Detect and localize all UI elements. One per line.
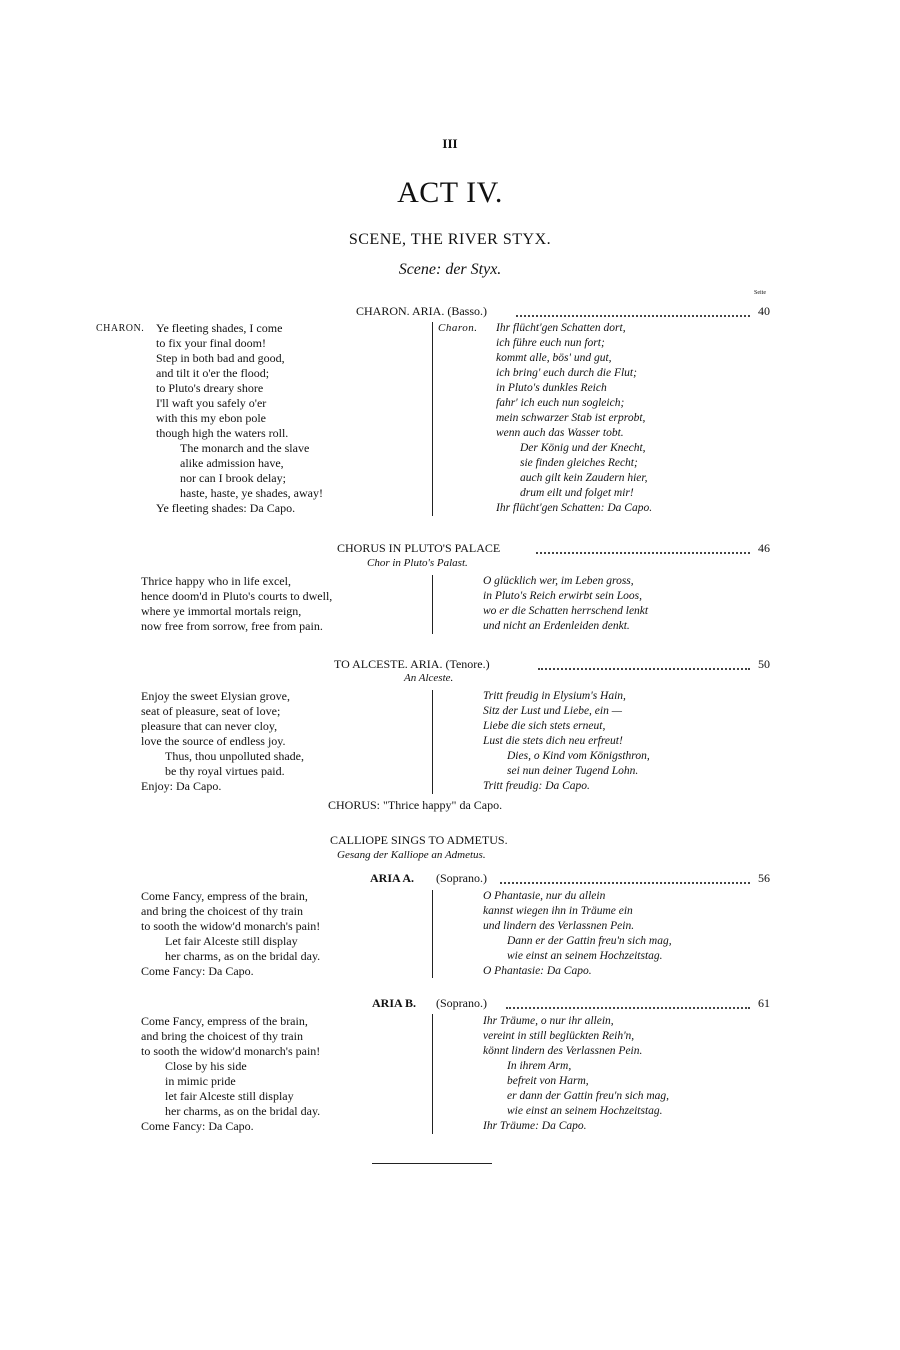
- verse-line: Ihr flücht'gen Schatten: Da Capo.: [496, 502, 653, 514]
- verse-line: haste, haste, ye shades, away!: [180, 486, 323, 500]
- aria-a-english-text: [141, 889, 320, 979]
- verse-line: be thy royal virtues paid.: [165, 764, 285, 778]
- verse-line: vereint in still beglückten Reih'n,: [483, 1030, 635, 1042]
- verse-line: to fix your final doom!: [156, 336, 266, 350]
- verse-line: Sitz der Lust und Liebe, ein —: [483, 705, 622, 717]
- verse-line: wo er die Schatten herrschend lenkt: [483, 605, 649, 617]
- verse-line: er dann der Gattin freu'n sich mag,: [507, 1090, 670, 1102]
- verse-line: her charms, as on the bridal day.: [165, 949, 321, 963]
- charon-leader-dots: [516, 315, 750, 317]
- column-divider: [432, 322, 433, 516]
- charon-german-text: [496, 321, 652, 516]
- verse-line: Enjoy: Da Capo.: [141, 779, 222, 793]
- verse-line: O Phantasie, nur du allein: [483, 890, 606, 902]
- verse-line: Step in both bad and good,: [156, 351, 285, 365]
- column-divider: [432, 690, 433, 794]
- column-divider: [432, 1014, 433, 1134]
- verse-line: auch gilt kein Zaudern hier,: [520, 472, 648, 484]
- alceste-page-ref: 50: [758, 657, 770, 671]
- aria-a-german-text: [483, 889, 672, 979]
- verse-line: mein schwarzer Stab ist erprobt,: [496, 412, 646, 424]
- verse-line: Ihr Träume, o nur ihr allein,: [483, 1015, 614, 1027]
- verse-line: Come Fancy: Da Capo.: [141, 964, 254, 978]
- verse-line: sei nun deiner Tugend Lohn.: [507, 765, 639, 777]
- verse-line: to sooth the widow'd monarch's pain!: [141, 1044, 321, 1058]
- verse-line: Dann er der Gattin freu'n sich mag,: [507, 935, 672, 947]
- verse-line: Ihr flücht'gen Schatten dort,: [496, 322, 626, 334]
- verse-line: The monarch and the slave: [180, 441, 310, 455]
- verse-line: in Pluto's Reich erwirbt sein Loos,: [483, 590, 642, 602]
- aria-b-voice: (Soprano.): [436, 996, 487, 1010]
- charon-english-text: [156, 321, 323, 516]
- verse-line: love the source of endless joy.: [141, 734, 286, 748]
- verse-line: I'll waft you safely o'er: [156, 396, 267, 410]
- chorus-subtitle: Chor in Pluto's Palast.: [367, 557, 468, 569]
- page-number: III: [442, 136, 458, 151]
- verse-line: and tilt it o'er the flood;: [156, 366, 270, 380]
- verse-line: seat of pleasure, seat of love;: [141, 704, 281, 718]
- verse-line: Enjoy the sweet Elysian grove,: [141, 689, 290, 703]
- verse-line: und lindern des Verlassnen Pein.: [483, 920, 635, 932]
- verse-line: kannst wiegen ihn in Träume ein: [483, 905, 633, 917]
- act-title: ACT IV.: [397, 176, 503, 209]
- verse-line: Tritt freudig: Da Capo.: [483, 780, 590, 792]
- alceste-leader-dots: [538, 668, 750, 670]
- scene-title-german: Scene: der Styx.: [398, 261, 502, 278]
- verse-line: Dies, o Kind vom Königsthron,: [507, 750, 650, 762]
- verse-line: and bring the choicest of thy train: [141, 904, 303, 918]
- aria-a-voice: (Soprano.): [436, 871, 487, 885]
- charon-aria-header: CHARON. ARIA. (Basso.): [356, 304, 488, 318]
- column-divider: [432, 890, 433, 978]
- verse-line: Come Fancy, empress of the brain,: [141, 889, 308, 903]
- charon-speaker-de: Charon.: [438, 322, 478, 334]
- verse-line: In ihrem Arm,: [507, 1060, 572, 1072]
- chorus-german-text: [483, 574, 648, 634]
- verse-line: ich führe euch nun fort;: [496, 337, 605, 349]
- aria-b-page-ref: 61: [758, 996, 770, 1010]
- scene-title-english: SCENE, THE RIVER STYX.: [348, 231, 552, 248]
- aria-b-label: ARIA B.: [372, 996, 417, 1010]
- verse-line: Ye fleeting shades: Da Capo.: [156, 501, 296, 515]
- aria-a-page-ref: 56: [758, 871, 770, 885]
- verse-line: wie einst an seinem Hochzeitstag.: [507, 1105, 663, 1117]
- charon-speaker-en: CHARON.: [96, 323, 145, 334]
- calliope-title: CALLIOPE SINGS TO ADMETUS.: [330, 833, 508, 847]
- verse-line: Ye fleeting shades, I come: [156, 321, 283, 335]
- chorus-da-capo-line: CHORUS: "Thrice happy" da Capo.: [328, 798, 503, 812]
- aria-b-english-text: [141, 1014, 320, 1134]
- verse-line: and bring the choicest of thy train: [141, 1029, 303, 1043]
- chorus-english-text: [141, 574, 332, 634]
- verse-line: to sooth the widow'd monarch's pain!: [141, 919, 321, 933]
- alceste-subtitle: An Alceste.: [404, 672, 454, 684]
- aria-b-leader-dots: [506, 1007, 750, 1009]
- verse-line: und nicht an Erdenleiden denkt.: [483, 620, 630, 632]
- closing-rule: [372, 1163, 492, 1164]
- chorus-leader-dots: [536, 552, 750, 554]
- verse-line: wie einst an seinem Hochzeitstag.: [507, 950, 663, 962]
- aria-b-german-text: [483, 1014, 669, 1134]
- verse-line: befreit von Harm,: [507, 1075, 589, 1087]
- verse-line: sie finden gleiches Recht;: [520, 457, 638, 469]
- seite-label: Seite: [754, 290, 766, 296]
- verse-line: O glücklich wer, im Leben gross,: [483, 575, 634, 587]
- verse-line: hence doom'd in Pluto's courts to dwell,: [141, 589, 333, 603]
- alceste-german-text: [483, 689, 650, 794]
- verse-line: let fair Alceste still display: [165, 1089, 294, 1103]
- verse-line: now free from sorrow, free from pain.: [141, 619, 323, 633]
- verse-line: with this my ebon pole: [156, 411, 266, 425]
- verse-line: alike admission have,: [180, 456, 284, 470]
- verse-line: in mimic pride: [165, 1074, 236, 1088]
- verse-line: ich bring' euch durch die Flut;: [496, 367, 637, 379]
- verse-line: Liebe die sich stets erneut,: [483, 720, 606, 732]
- verse-line: kommt alle, bös' und gut,: [496, 352, 612, 364]
- verse-line: könnt lindern des Verlassnen Pein.: [483, 1045, 643, 1057]
- verse-line: in Pluto's dunkles Reich: [496, 382, 607, 394]
- verse-line: Let fair Alceste still display: [165, 934, 298, 948]
- verse-line: though high the waters roll.: [156, 426, 289, 440]
- verse-line: drum eilt und folget mir!: [520, 487, 634, 499]
- verse-line: Ihr Träume: Da Capo.: [483, 1120, 587, 1132]
- chorus-page-ref: 46: [758, 541, 770, 555]
- verse-line: Lust die stets dich neu erfreut!: [483, 735, 623, 747]
- calliope-subtitle: Gesang der Kalliope an Admetus.: [337, 849, 486, 861]
- verse-line: Der König und der Knecht,: [520, 442, 646, 454]
- verse-line: Thus, thou unpolluted shade,: [165, 749, 304, 763]
- verse-line: to Pluto's dreary shore: [156, 381, 264, 395]
- aria-a-label: ARIA A.: [370, 871, 415, 885]
- verse-line: fahr' ich euch nun sogleich;: [496, 397, 625, 409]
- alceste-aria-header: TO ALCESTE. ARIA. (Tenore.): [334, 657, 490, 671]
- verse-line: Tritt freudig in Elysium's Hain,: [483, 690, 626, 702]
- aria-a-leader-dots: [500, 882, 750, 884]
- chorus-header: CHORUS IN PLUTO'S PALACE: [337, 541, 501, 555]
- charon-page-ref: 40: [758, 304, 770, 318]
- verse-line: pleasure that can never cloy,: [141, 719, 278, 733]
- verse-line: O Phantasie: Da Capo.: [483, 965, 592, 977]
- column-divider: [432, 575, 433, 634]
- verse-line: Thrice happy who in life excel,: [141, 574, 291, 588]
- verse-line: Close by his side: [165, 1059, 247, 1073]
- verse-line: nor can I brook delay;: [180, 471, 286, 485]
- verse-line: her charms, as on the bridal day.: [165, 1104, 321, 1118]
- alceste-english-text: [141, 689, 304, 794]
- verse-line: Come Fancy: Da Capo.: [141, 1119, 254, 1133]
- verse-line: wenn auch das Wasser tobt.: [496, 427, 624, 439]
- verse-line: where ye immortal mortals reign,: [141, 604, 302, 618]
- verse-line: Come Fancy, empress of the brain,: [141, 1014, 308, 1028]
